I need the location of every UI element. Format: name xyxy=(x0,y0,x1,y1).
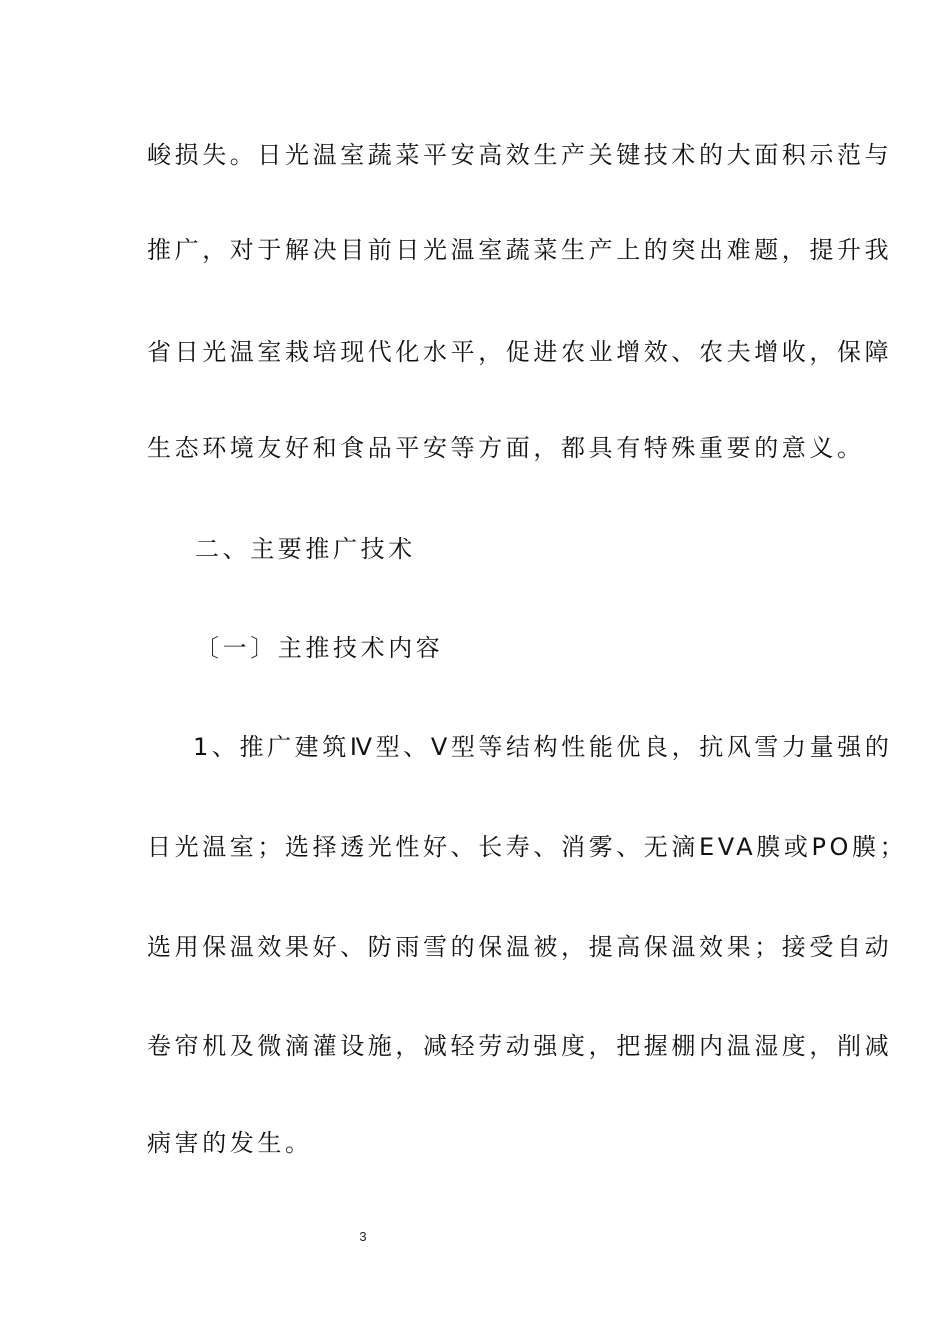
list-item-text: 1、推广建筑Ⅳ型、Ⅴ型等结构性能优良，抗风雪力量强的 xyxy=(193,733,893,761)
body-text-line: 日光温室；选择透光性好、长寿、消雾、无滴EVA膜或PO膜； xyxy=(147,833,908,861)
body-text-line: 生态环境友好和食品平安等方面，都具有特殊重要的意义。 xyxy=(147,434,865,462)
body-text-line: 省日光温室栽培现代化水平，促进农业增效、农夫增收，保障 xyxy=(147,338,893,366)
page-number: 3 xyxy=(359,1229,367,1244)
body-text-line: 推广，对于解决目前日光温室蔬菜生产上的突出难题，提升我 xyxy=(147,236,893,264)
body-text-line: 峻损失。日光温室蔬菜平安高效生产关键技术的大面积示范与 xyxy=(147,141,893,169)
subsection-heading: 〔一〕主推技术内容 xyxy=(195,634,444,662)
body-text-line: 卷帘机及微滴灌设施，减轻劳动强度，把握棚内温湿度，削减 xyxy=(147,1032,893,1060)
section-heading: 二、主要推广技术 xyxy=(195,535,416,563)
body-text-line: 选用保温效果好、防雨雪的保温被，提高保温效果；接受自动 xyxy=(147,933,893,961)
body-text-line: 病害的发生。 xyxy=(147,1129,313,1157)
